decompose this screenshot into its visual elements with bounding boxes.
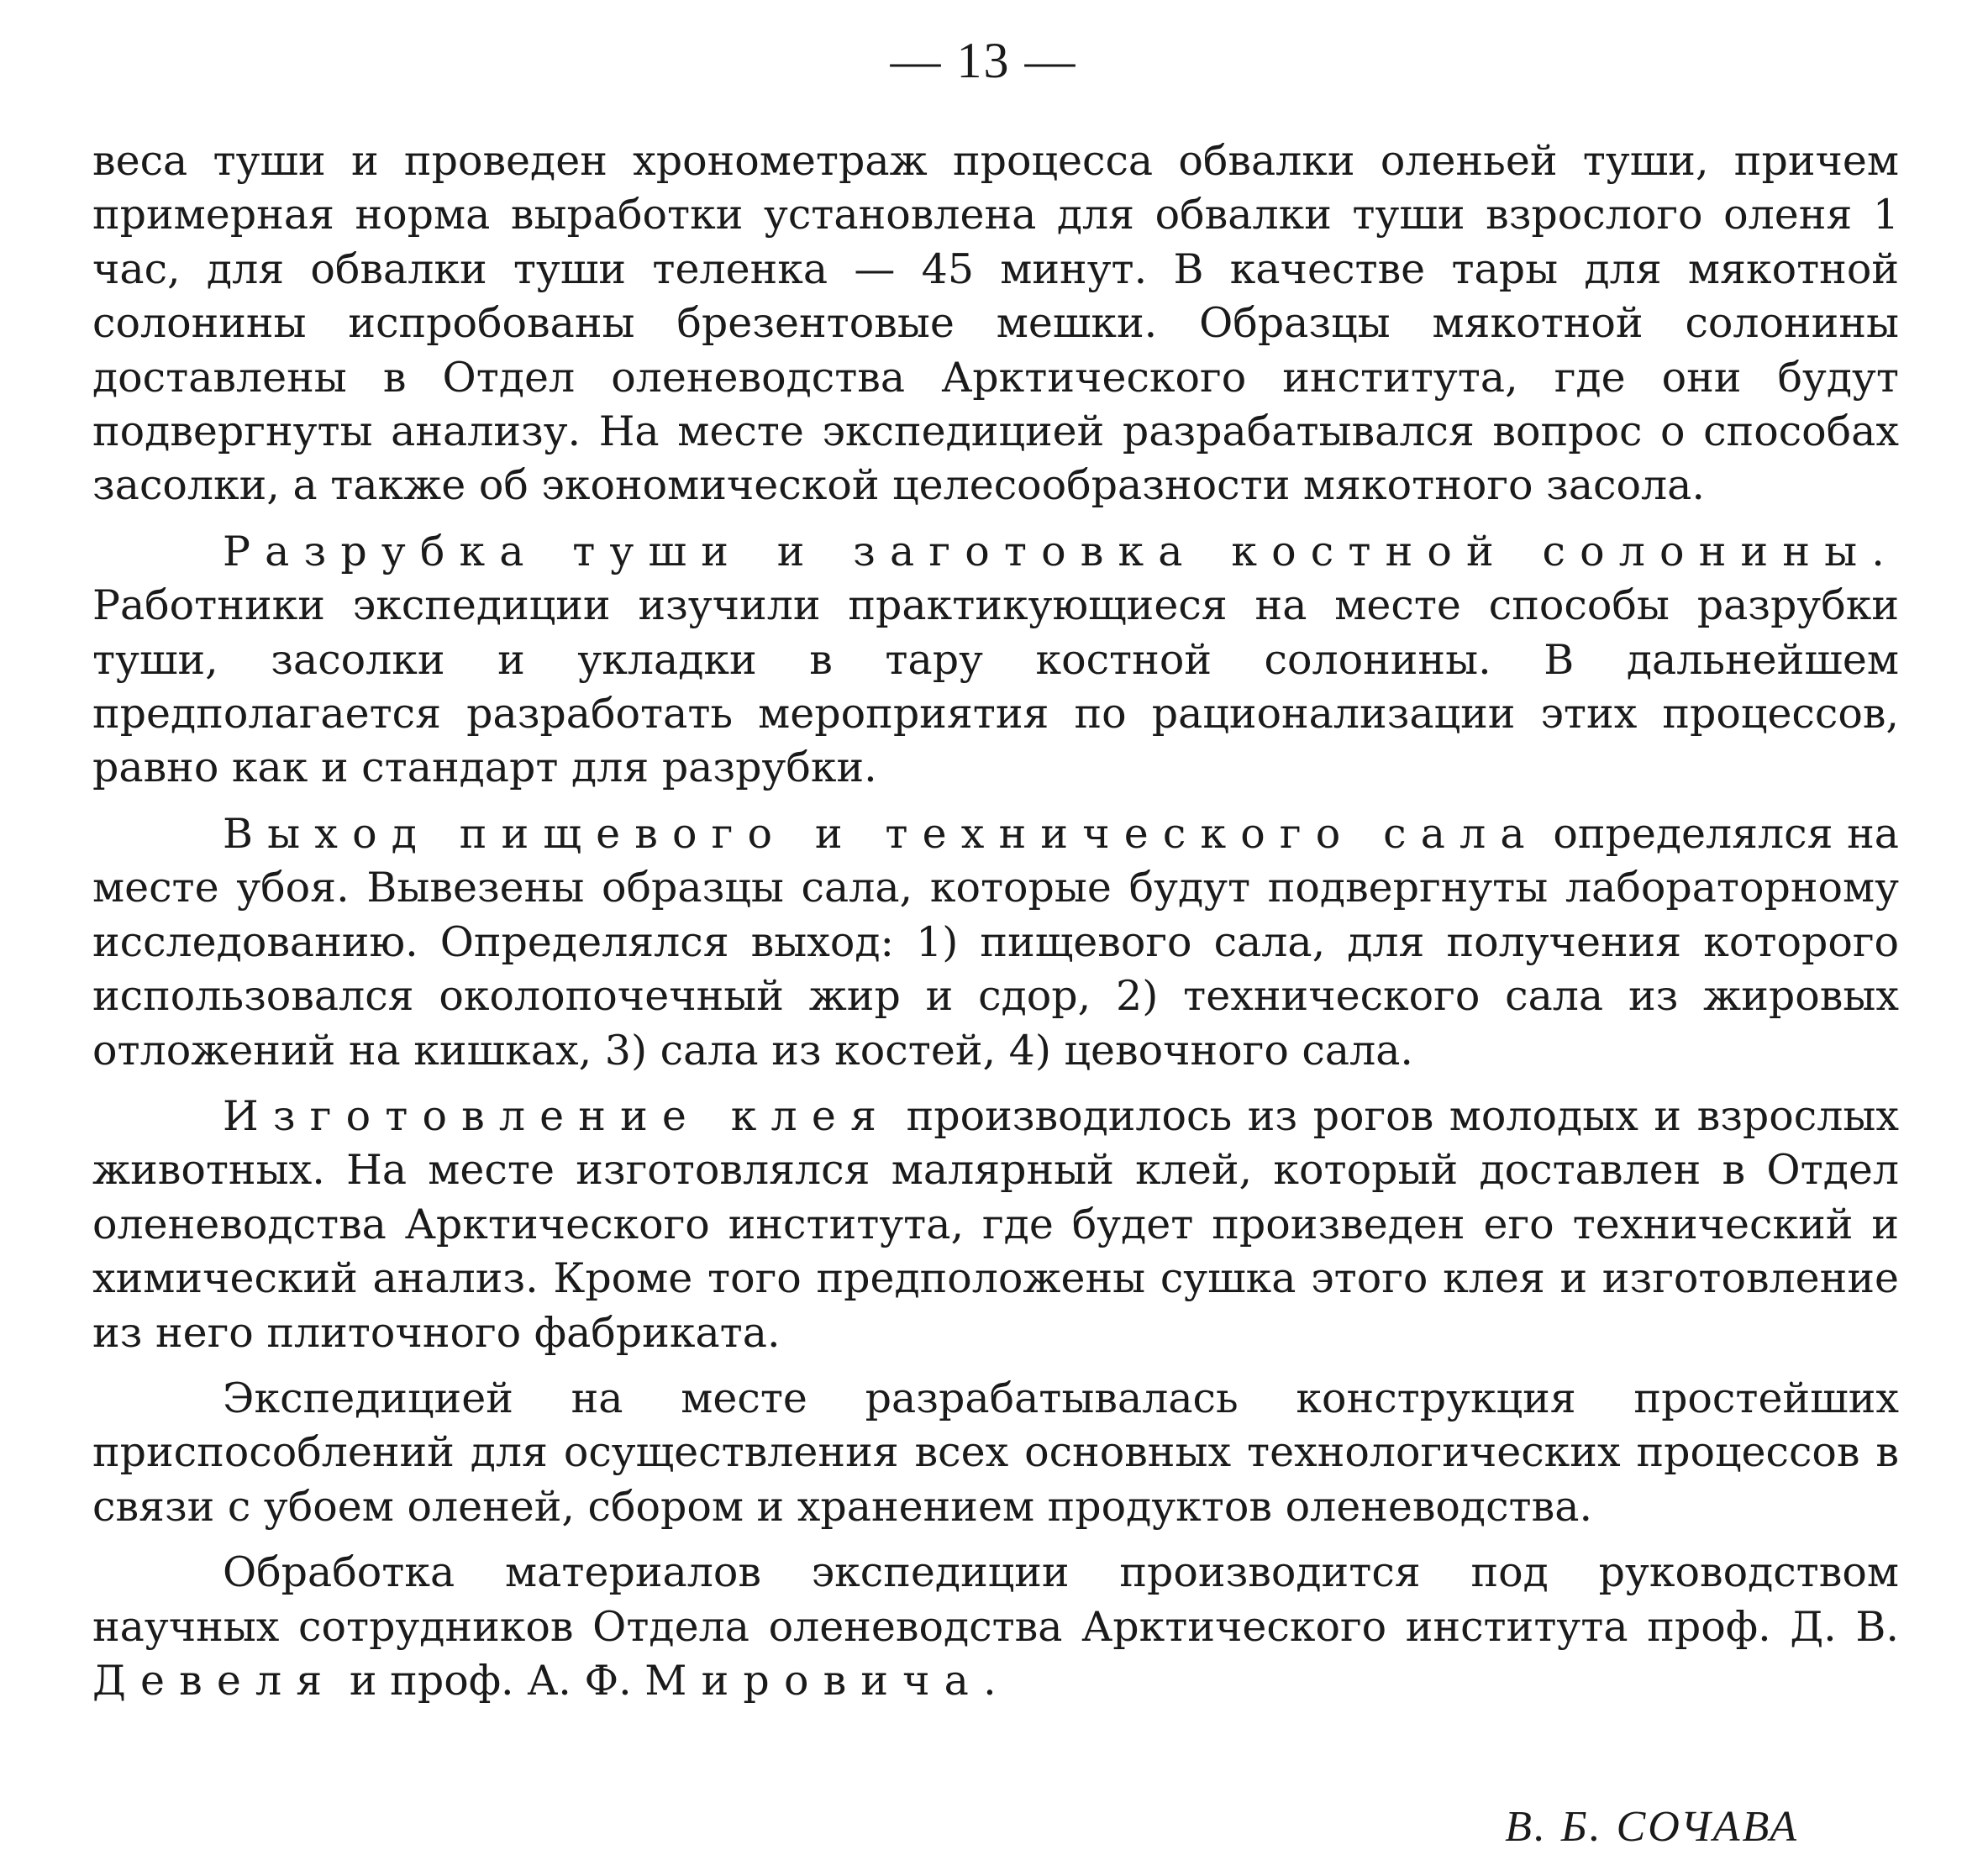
paragraph-text: производилось из рогов молодых и взрослых животных. На месте изготовлялся малярный клей, который доставлен в Отдел оленеводства Арктического института, где будет произведен его технический и химический анализ. Кроме того предположены сушка этого клея и изготовление из него плиточного фабриката. [92, 1091, 1899, 1357]
paragraph-bone-salting [92, 525, 1899, 796]
paragraph-text: определялся на месте убоя. Вывезены образцы сала, которые будут подвергнуты лабораторному исследованию. Определялся выход: 1) пищевого сала, для получения которого использовался околопочечный жир и сдор, 2) технического сала из жировых отложений на кишках, 3) сала из костей, 4) цевочного сала. [92, 809, 1899, 1075]
paragraph-text: Работники экспедиции изучили практикующиеся на месте способы разрубки туши, засолки и укладки в тару костной солонины. В дальнейшем предполагается разработать мероприятия по рационализации этих процессов, равно как и стандарт для разрубки. [92, 581, 1899, 792]
section-lead-heading: Разрубка туши и заготовка костной солонины. [223, 527, 1899, 575]
body-text [92, 134, 1899, 1708]
paragraph-glue-making [92, 1090, 1899, 1360]
paragraph-equipment-design [92, 1372, 1899, 1534]
paragraph-text: веса туши и проведен хронометраж процесса обвалки оленьей туши, причем примерная норма выработки установлена для обвалки туши взрослого оленя 1 час, для обвалки туши теленка — 45 минут. В качестве тары для мякотной солонины испробованы брезентовые мешки. Образцы мякотной солонины доставлены в Отдел оленеводства Арктического института, где они будут подвергнуты анализу. На месте экспедицией разрабатывался вопрос о способах засолки, а также об экономической целесообразности мякотного засола. [92, 137, 1899, 510]
paragraph-text: Обработка материалов экспедиции производится под руководством научных сотрудников Отдела оленеводства Арктического института проф. Д. В. [92, 1548, 1899, 1651]
paragraph-carcass-deboning [92, 134, 1899, 513]
author-signature: В. Б. СОЧАВА [1505, 1803, 1799, 1851]
paragraph-materials-processing [92, 1546, 1899, 1708]
section-lead-heading: Изготовление клея [223, 1091, 891, 1140]
paragraph-text-end: . [983, 1656, 997, 1705]
paragraph-fat-yield [92, 807, 1899, 1078]
person-name-mirovich: Мировича [644, 1656, 984, 1705]
person-name-devel: Девеля [92, 1656, 337, 1705]
page-number: — 13 — [890, 33, 1077, 88]
section-lead-heading: Выход пищевого и технического сала [223, 809, 1539, 858]
paragraph-text: Экспедицией на месте разрабатывалась конструкция простейших приспособлений для осуществления всех основных технологических процессов в связи с убоем оленей, сбором и хранением продуктов оленеводства. [92, 1374, 1899, 1531]
paragraph-text-middle: и проф. А. Ф. [336, 1656, 645, 1705]
